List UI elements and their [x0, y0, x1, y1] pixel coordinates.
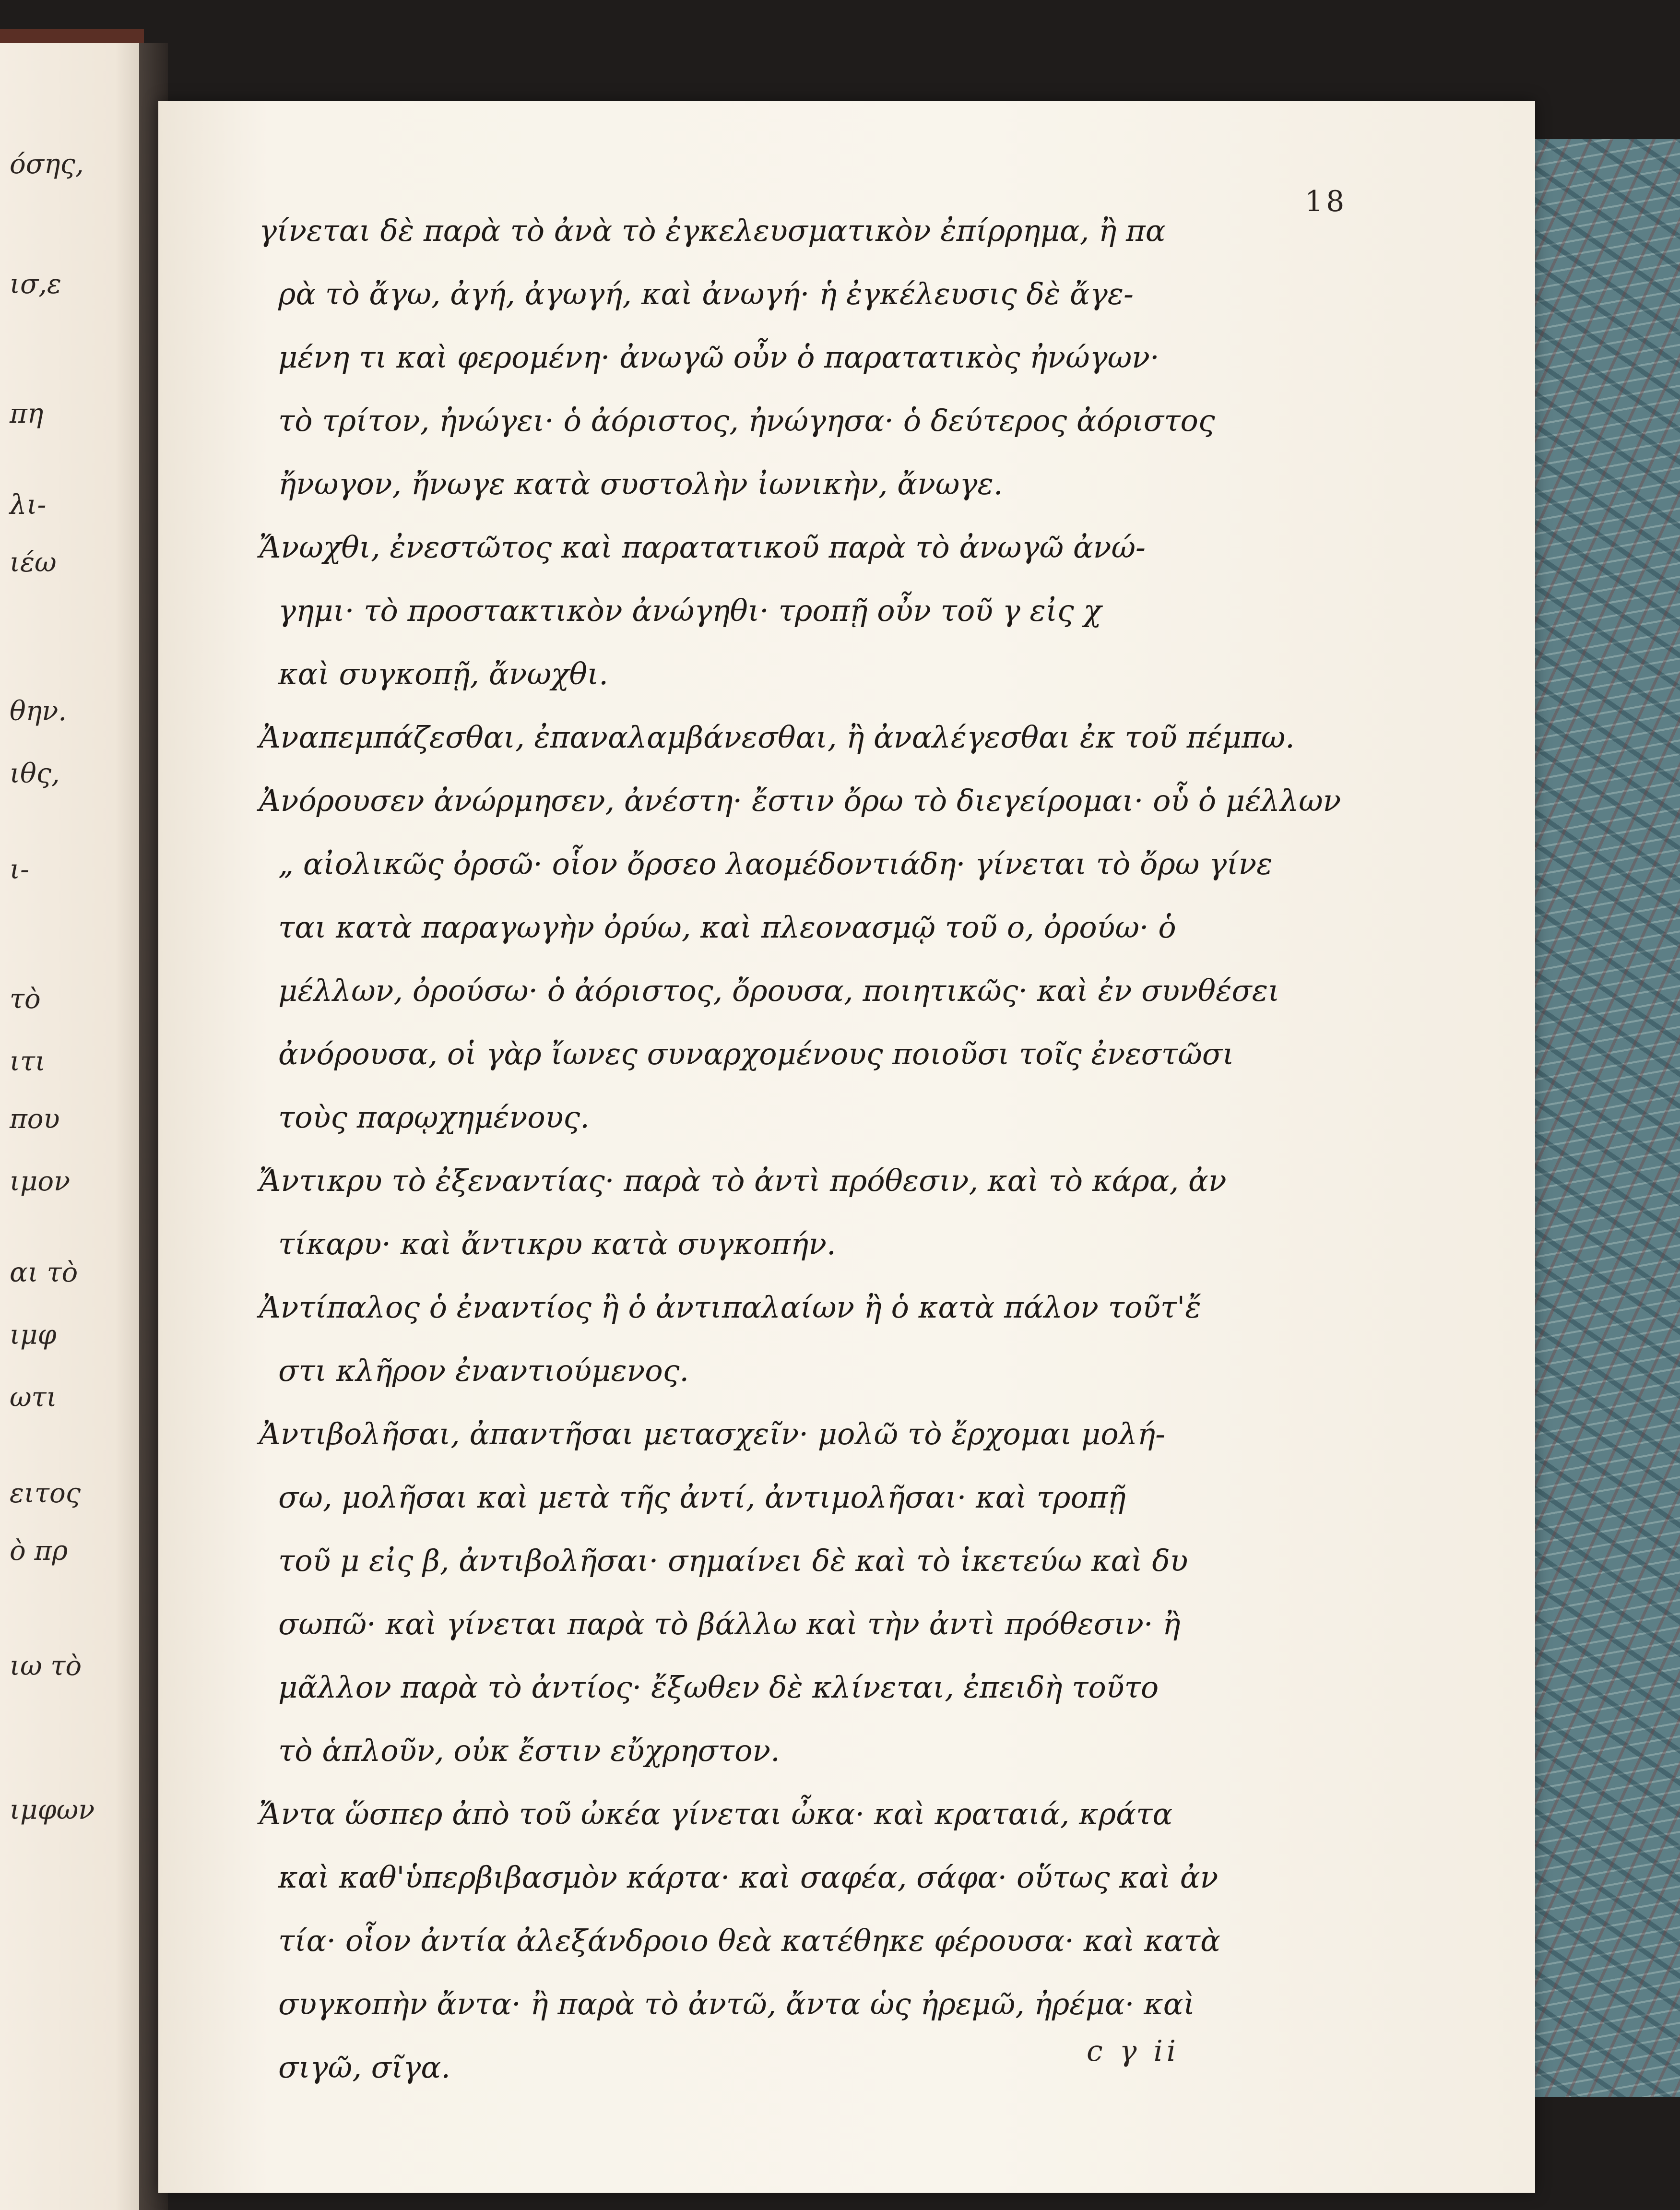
text-line: ται κατὰ παραγωγὴν ὀρύω, καὶ πλεονασμῷ τοῦ ο, ὀρούω· ὁ [278, 910, 1176, 945]
signature-mark: c γ ii [1087, 2034, 1180, 2068]
text-line: γημι· τὸ προστακτικὸν ἀνώγηθι· τροπῇ οὖν τοῦ γ εἰς χ [278, 593, 1102, 628]
text-line: καὶ καθ'ὑπερβιβασμὸν κάρτα· καὶ σαφέα, σάφα· οὕτως καὶ ἀν [278, 1860, 1219, 1895]
text-line: Ἀναπεμπάζεσθαι, ἐπαναλαμβάνεσθαι, ἢ ἀναλέγεσθαι ἐκ τοῦ πέμπω. [259, 720, 1295, 755]
text-line: καὶ συγκοπῇ, ἄνωχθι. [278, 656, 608, 691]
previous-page-fragment: ιμφων [10, 1794, 95, 1826]
previous-page-fragment: ωτι [10, 1382, 57, 1413]
text-line: σω, μολῆσαι καὶ μετὰ τῆς ἀντί, ἀντιμολῆσαι· καὶ τροπῇ [278, 1480, 1126, 1515]
text-line: μέλλων, ὀρούσω· ὁ ἀόριστος, ὄρουσα, ποιητικῶς· καὶ ἐν συνθέσει [278, 973, 1280, 1008]
previous-page-fragment: όσης, [10, 149, 84, 180]
marbled-cover [1526, 139, 1680, 2097]
previous-page-fragment: ισ,ε [10, 269, 62, 300]
text-line: „ αἰολικῶς ὀρσῶ· οἷον ὄρσεο λαομέδοντιάδη· γίνεται τὸ ὄρω γίνε [278, 846, 1273, 881]
previous-page-fragment: ι- [10, 854, 29, 885]
previous-page-fragment: ιμον [10, 1166, 71, 1197]
text-line: ἀνόρουσα, οἱ γὰρ ἴωνες συναρχομένους ποιοῦσι τοῖς ἐνεστῶσι [278, 1036, 1234, 1071]
previous-page-fragment: τὸ [10, 984, 41, 1015]
text-line: σιγῶ, σῖγα. [278, 2050, 450, 2085]
current-page [158, 101, 1535, 2193]
previous-page-fragment: ιω τὸ [10, 1651, 82, 1682]
text-line: Ἄντα ὥσπερ ἀπὸ τοῦ ὠκέα γίνεται ὦκα· καὶ κραταιά, κράτα [259, 1796, 1173, 1831]
text-line: μᾶλλον παρὰ τὸ ἀντίος· ἔξωθεν δὲ κλίνεται, ἐπειδὴ τοῦτο [278, 1670, 1159, 1705]
text-line: στι κλῆρον ἐναντιούμενος. [278, 1353, 689, 1388]
previous-page-fragment: αι τὸ [10, 1257, 78, 1288]
text-line: Ἄντικρυ τὸ ἐξεναντίας· παρὰ τὸ ἀντὶ πρόθεσιν, καὶ τὸ κάρα, ἀν [259, 1163, 1227, 1198]
previous-page-fragment: πη [10, 398, 44, 429]
text-line: Ἀντιβολῆσαι, ἀπαντῆσαι μετασχεῖν· μολῶ τὸ ἔρχομαι μολή- [259, 1416, 1166, 1451]
text-line: Ἀνόρουσεν ἀνώρμησεν, ἀνέστη· ἔστιν ὄρω τὸ διεγείρομαι· οὗ ὁ μέλλων [259, 783, 1341, 818]
previous-page-fragment: ιμφ [10, 1319, 57, 1351]
previous-page-fragment: ειτος [10, 1478, 81, 1509]
text-line: συγκοπὴν ἄντα· ἢ παρὰ τὸ ἀντῶ, ἄντα ὡς ἠρεμῶ, ἠρέμα· καὶ [278, 1986, 1195, 2021]
previous-page-fragment: ιθς, [10, 758, 60, 789]
text-line: τοῦ μ εἰς β, ἀντιβολῆσαι· σημαίνει δὲ καὶ τὸ ἱκετεύω καὶ δυ [278, 1543, 1188, 1578]
previous-page-fragment: ιέω [10, 547, 57, 578]
text-line: ρὰ τὸ ἄγω, ἀγή, ἀγωγή, καὶ ἀνωγή· ἡ ἐγκέλευσις δὲ ἄγε- [278, 276, 1134, 311]
text-line: τοὺς παρῳχημένους. [278, 1100, 590, 1135]
text-line: σωπῶ· καὶ γίνεται παρὰ τὸ βάλλω καὶ τὴν ἀντὶ πρόθεσιν· ἢ [278, 1606, 1181, 1641]
page-number: 18 [1305, 185, 1348, 218]
previous-page-fragment: ὸ πρ [10, 1535, 68, 1567]
previous-page-fragment: λι- [10, 489, 47, 521]
text-line: Ἄνωχθι, ἐνεστῶτος καὶ παρατατικοῦ παρὰ τὸ ἀνωγῶ ἀνώ- [259, 530, 1146, 565]
text-line: τὸ τρίτον, ἠνώγει· ὁ ἀόριστος, ἠνώγησα· ὁ δεύτερος ἀόριστος [278, 403, 1215, 438]
text-line: Ἀντίπαλος ὁ ἐναντίος ἢ ὁ ἀντιπαλαίων ἢ ὁ κατὰ πάλον τοῦτ'ἔ [259, 1290, 1201, 1325]
text-line: τία· οἷον ἀντία ἀλεξάνδροιο θεὰ κατέθηκε φέρουσα· καὶ κατὰ [278, 1923, 1220, 1958]
text-line: τὸ ἁπλοῦν, οὐκ ἔστιν εὔχρηστον. [278, 1733, 780, 1768]
text-line: ἤνωγον, ἤνωγε κατὰ συστολὴν ἰωνικὴν, ἄνωγε. [278, 466, 1003, 501]
previous-page-fragment: που [10, 1104, 60, 1135]
text-line: τίκαρυ· καὶ ἄντικρυ κατὰ συγκοπήν. [278, 1226, 836, 1261]
text-line: μένη τι καὶ φερομένη· ἀνωγῶ οὖν ὁ παρατατικὸς ἠνώγων· [278, 340, 1159, 375]
text-line: γίνεται δὲ παρὰ τὸ ἀνὰ τὸ ἐγκελευσματικὸν ἐπίρρημα, ἢ πα [259, 213, 1166, 248]
previous-page-fragment: ιτι [10, 1046, 46, 1077]
previous-page [0, 43, 144, 2210]
previous-page-fragment: θην. [10, 696, 67, 727]
